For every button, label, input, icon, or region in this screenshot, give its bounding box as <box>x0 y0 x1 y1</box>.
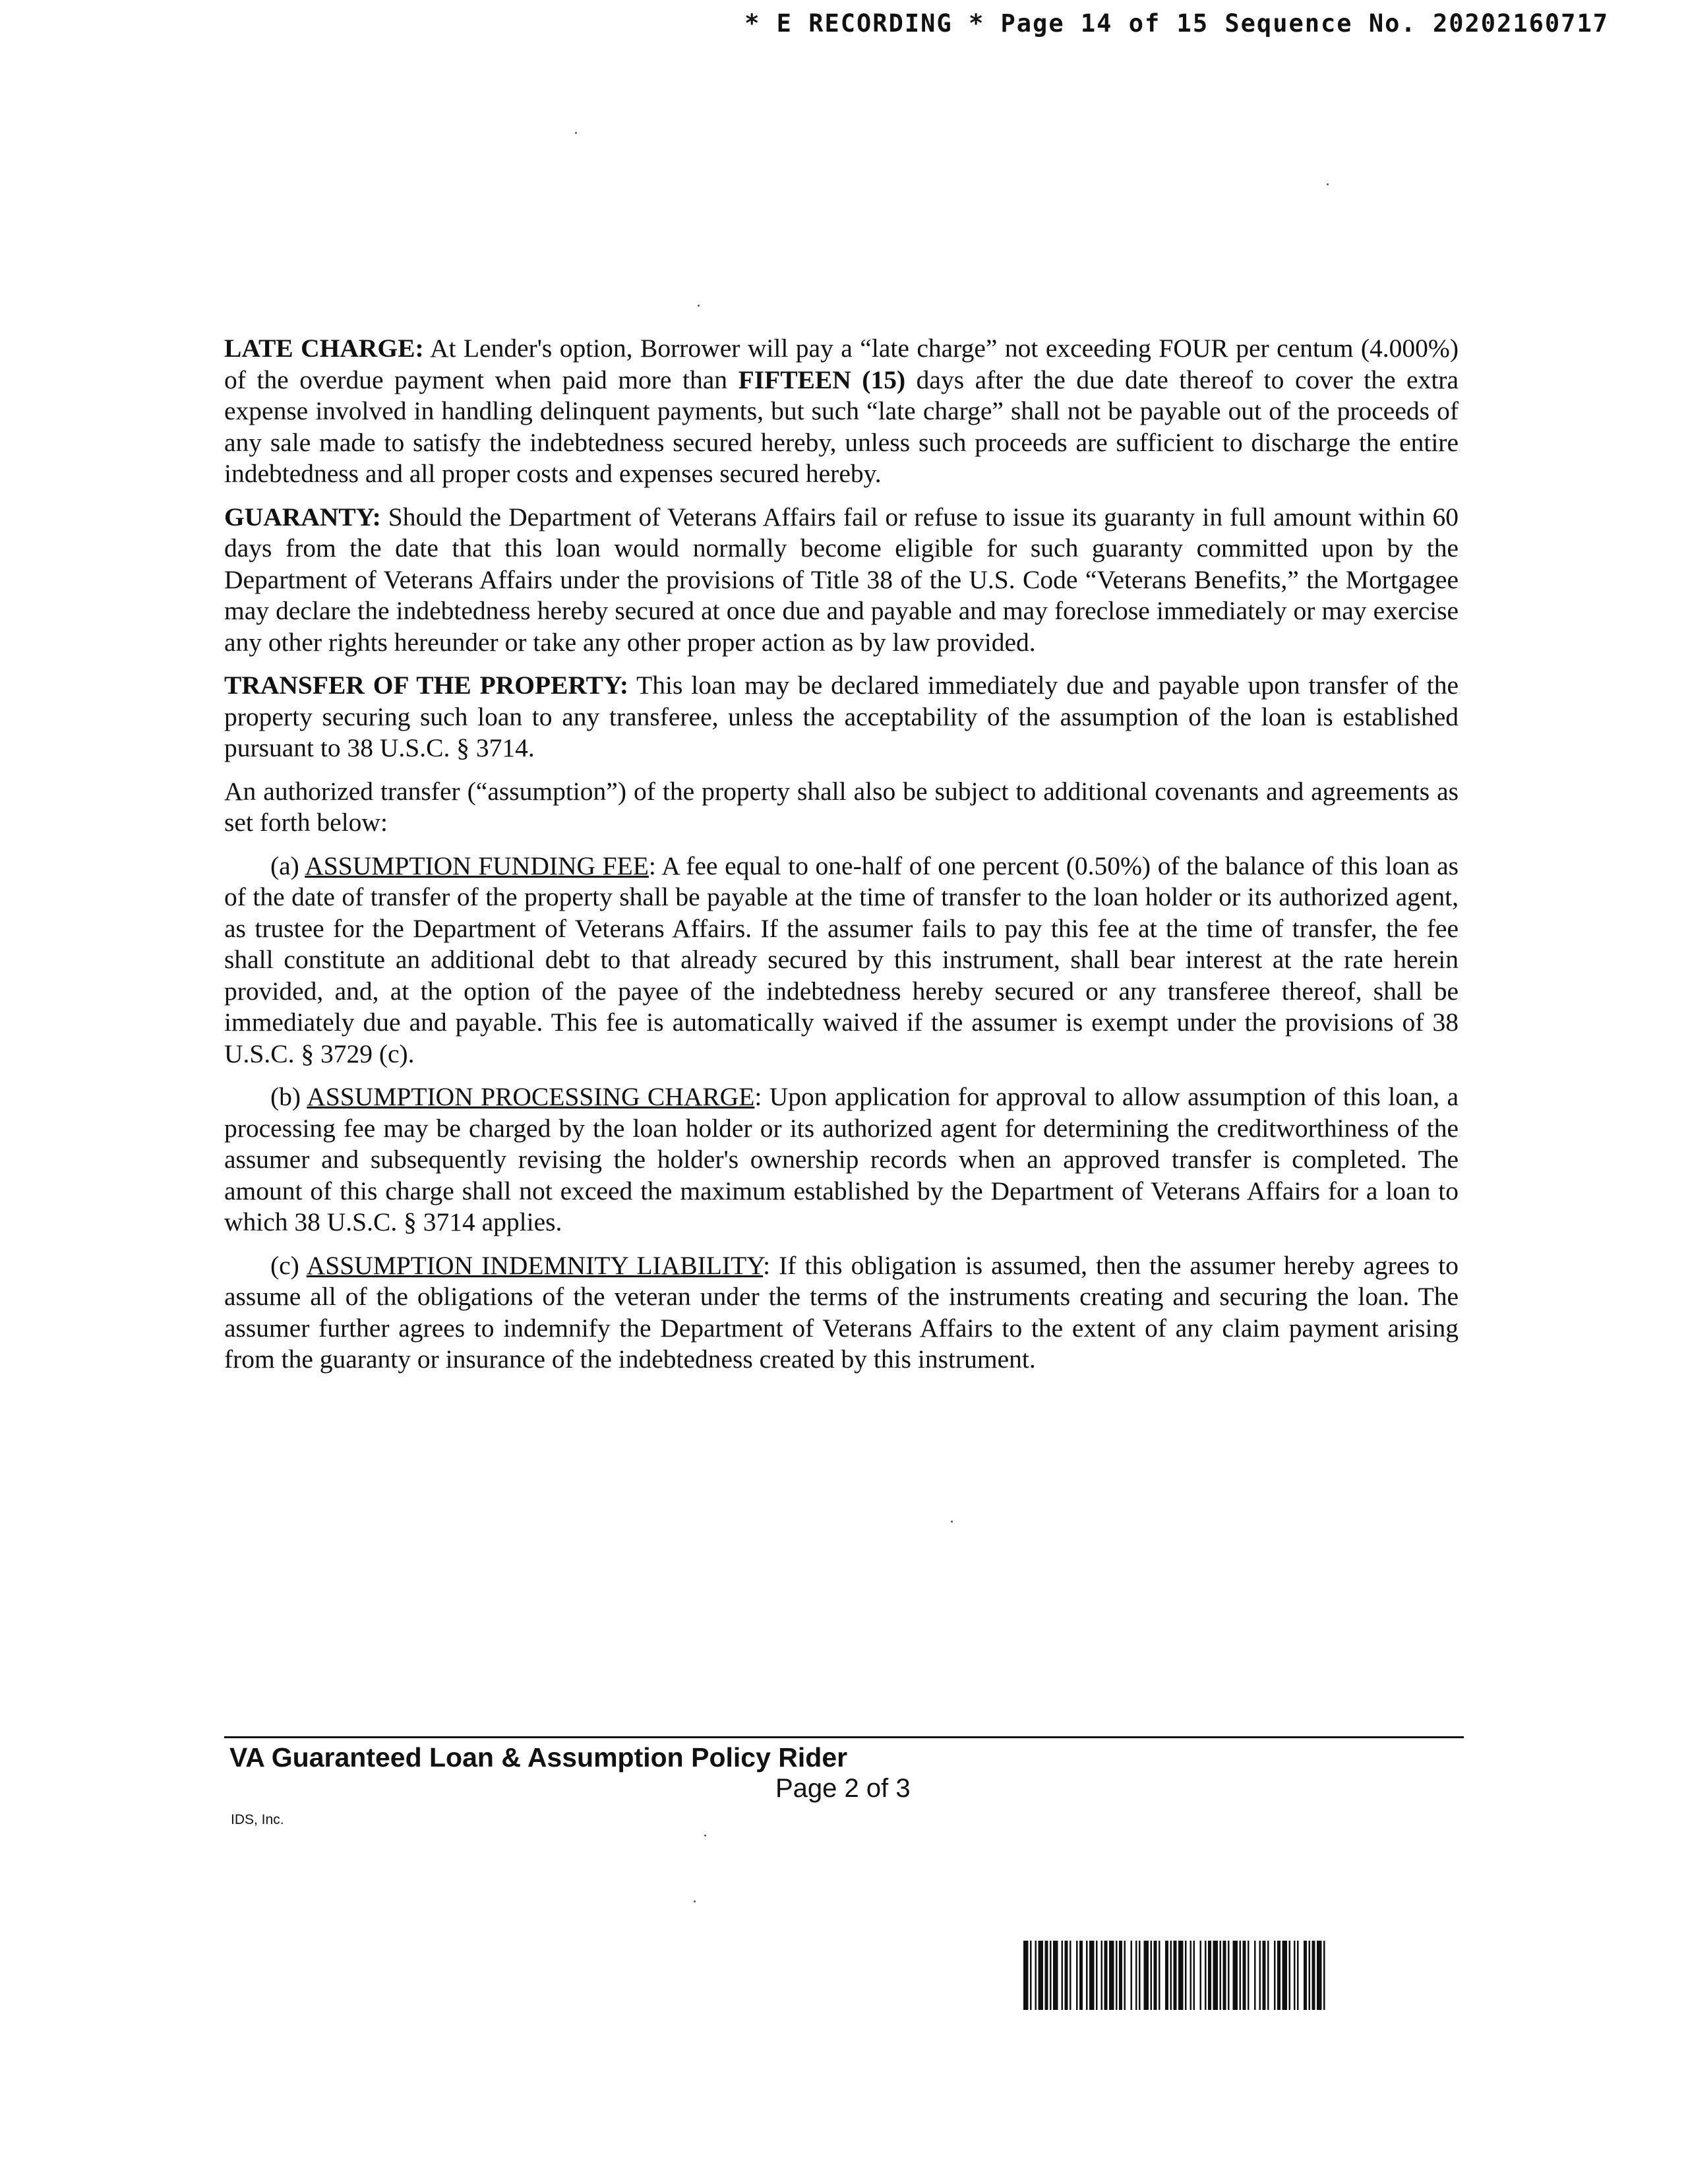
scan-speck <box>698 305 700 307</box>
barcode-bar <box>1259 1941 1261 2010</box>
item-b-prefix: (b) <box>270 1082 307 1111</box>
barcode-bar <box>1294 1941 1296 2010</box>
guaranty-heading: GUARANTY: <box>224 502 381 531</box>
barcode-bar <box>1248 1941 1250 2010</box>
scan-speck <box>694 1900 696 1902</box>
barcode-bar <box>1263 1941 1266 2010</box>
guaranty-text: Should the Department of Veterans Affairs fail or refuse to issue its guaranty in full amount within 60 days from the date that this loan would normally become eligible for such guaranty committed upon by the Department of Veterans Affairs under the provisions of Title 38 of the U.S. Code “Veterans Benefits,” the Mortgagee may declare the indebtedness hereby secured at once due and payable and may foreclose immediately or may exercise any other rights hereunder or take any other proper action as by law provided. <box>224 502 1459 657</box>
scan-speck <box>1327 183 1329 185</box>
barcode-bar <box>1045 1941 1048 2010</box>
barcode-bar <box>1124 1941 1126 2010</box>
late-charge-text-2: days after the due date thereof to cover the extra expense involved in handling delinquent payments, but such “late charge” shall not be payable out of the proceeds of any sale made to satisfy the indebtedness secured hereby, unless such proceeds are sufficient to discharge the entire indebtedness and all proper costs and expenses secured hereby. <box>224 365 1459 488</box>
scan-speck <box>951 1521 953 1523</box>
item-c-prefix: (c) <box>270 1250 307 1280</box>
barcode-bar <box>1079 1941 1083 2010</box>
barcode-bar <box>1200 1941 1202 2010</box>
barcode-bar <box>1035 1941 1037 2010</box>
barcode-bar <box>1135 1941 1137 2010</box>
barcode-bar <box>1274 1941 1276 2010</box>
item-c-title: ASSUMPTION INDEMNITY LIABILITY <box>306 1250 764 1280</box>
transfer-paragraph <box>224 670 1459 764</box>
barcode-bar <box>1076 1941 1078 2010</box>
late-charge-heading: LATE CHARGE: <box>224 334 424 363</box>
item-a-text: : A fee equal to one-half of one percent (0.50%) of the balance of this loan as of the date of transfer of the property shall be payable at the time of transfer to the loan holder or its authorized agent, as trustee for the Department of Veterans Affairs. If the assumer fails to pay this fee at the time of transfer, the fee shall constitute an additional debt to that already secured by this instrument, shall bear interest at the rate herein provided, and, at the option of the payee of the indebtedness hereby secured or any transferee thereof, shall be immediately due and payable. This fee is automatically waived if the assumer is exempt under the provisions of 38 U.S.C. § 3729 (c). <box>224 851 1459 1068</box>
barcode-bar <box>1030 1941 1032 2010</box>
barcode-bar <box>1086 1941 1088 2010</box>
item-b-text: : Upon application for approval to allow assumption of this loan, a processing fee may be charged by the loan holder or its authorized agent for determining the creditworthiness of the assumer and subsequently revising the holder's ownership records when an approved transfer is completed. The amount of this charge shall not exceed the maximum established by the Department of Veterans Affairs for a loan to which 38 U.S.C. § 3714 applies. <box>224 1082 1459 1236</box>
recording-header: * E RECORDING * Page 14 of 15 Sequence No. 20202160717 <box>744 9 1609 38</box>
barcode-bar <box>1104 1941 1108 2010</box>
footer-form-title: VA Guaranteed Loan & Assumption Policy Rider <box>229 1742 848 1773</box>
barcode-bar <box>1116 1941 1118 2010</box>
barcode-bar <box>1233 1941 1238 2010</box>
item-a-prefix: (a) <box>270 851 305 880</box>
barcode-bar <box>1254 1941 1256 2010</box>
barcode-bar <box>1023 1941 1029 2010</box>
barcode-bar <box>1228 1941 1230 2010</box>
item-a-title: ASSUMPTION FUNDING FEE <box>305 851 649 880</box>
barcode-bar <box>1065 1941 1068 2010</box>
barcode-bar <box>1070 1941 1071 2010</box>
barcode-bar <box>1185 1941 1187 2010</box>
barcode-bar <box>1243 1941 1246 2010</box>
barcode-bar <box>1039 1941 1044 2010</box>
barcode-bar <box>1144 1941 1149 2010</box>
barcode-image <box>1023 1941 1462 2010</box>
barcode-bar <box>1053 1941 1058 2010</box>
item-b-title: ASSUMPTION PROCESSING CHARGE <box>307 1082 755 1111</box>
guaranty-paragraph <box>224 502 1459 659</box>
barcode-bar <box>1109 1941 1114 2010</box>
item-c-text: : If this obligation is assumed, then the assumer hereby agrees to assume all of the obligations of the veteran under the terms of the instruments creating and securing the loan. The assumer further agrees to indemnify the Department of Veterans Affairs to the extent of any claim payment arising from the guaranty or insurance of the indebtedness created by this instrument. <box>224 1250 1459 1374</box>
barcode-bar <box>1282 1941 1288 2010</box>
barcode-bar <box>1213 1941 1219 2010</box>
barcode-bar <box>1139 1941 1141 2010</box>
barcode-bar <box>1309 1941 1311 2010</box>
barcode-bar <box>1165 1941 1168 2010</box>
barcode-bar <box>1159 1941 1160 2010</box>
barcode-bar <box>1190 1941 1192 2010</box>
barcode-bar <box>1220 1941 1222 2010</box>
item-b-paragraph <box>224 1081 1459 1238</box>
barcode-bar <box>1050 1941 1052 2010</box>
item-c-paragraph <box>224 1250 1459 1376</box>
late-charge-days: FIFTEEN (15) <box>738 365 906 394</box>
barcode-bar <box>1304 1941 1307 2010</box>
footer-page-number: Page 2 of 3 <box>775 1774 911 1803</box>
barcode-bar <box>1101 1941 1103 2010</box>
scan-speck <box>704 1835 706 1836</box>
barcode-bar <box>1267 1941 1269 2010</box>
barcode-bar <box>1205 1941 1207 2010</box>
barcode-bar <box>1119 1941 1122 2010</box>
barcode-bar <box>1208 1941 1211 2010</box>
barcode-bar <box>1096 1941 1098 2010</box>
barcode-bar <box>1089 1941 1095 2010</box>
barcode-bar <box>1323 1941 1325 2010</box>
barcode-bar <box>1240 1941 1242 2010</box>
barcode-bar <box>1223 1941 1226 2010</box>
rider-body <box>224 333 1459 1387</box>
barcode-bar <box>1297 1941 1299 2010</box>
barcode-bar <box>1154 1941 1157 2010</box>
transfer-heading: TRANSFER OF THE PROPERTY: <box>224 671 628 700</box>
barcode-bar <box>1062 1941 1064 2010</box>
barcode-bar <box>1317 1941 1322 2010</box>
footer-divider <box>224 1736 1464 1738</box>
scan-speck <box>575 132 577 134</box>
transfer-text: This loan may be declared immediately due and payable upon transfer of the property securing such loan to any transferee, unless the acceptability of the assumption of the loan is established pursuant to 38 U.S.C. § 3714. <box>224 671 1459 762</box>
late-charge-paragraph <box>224 333 1459 490</box>
barcode-bar <box>1277 1941 1281 2010</box>
barcode-bar <box>1174 1941 1177 2010</box>
barcode-bar <box>1170 1941 1172 2010</box>
late-charge-text-1: At Lender's option, Borrower will pay a “late charge” not exceeding FOUR per centum (4.000%) of the overdue payment when paid more than <box>224 334 1459 394</box>
barcode-bar <box>1178 1941 1184 2010</box>
barcode-bar <box>1151 1941 1153 2010</box>
barcode-bar <box>1312 1941 1315 2010</box>
barcode-bar <box>1193 1941 1195 2010</box>
footer-vendor: IDS, Inc. <box>231 1812 284 1827</box>
authorized-transfer-paragraph: An authorized transfer (“assumption”) of the property shall also be subject to additional covenants and agreements as set forth below: <box>224 776 1459 837</box>
barcode-bar <box>1131 1941 1133 2010</box>
item-a-paragraph <box>224 851 1459 1070</box>
barcode-bar <box>1289 1941 1291 2010</box>
